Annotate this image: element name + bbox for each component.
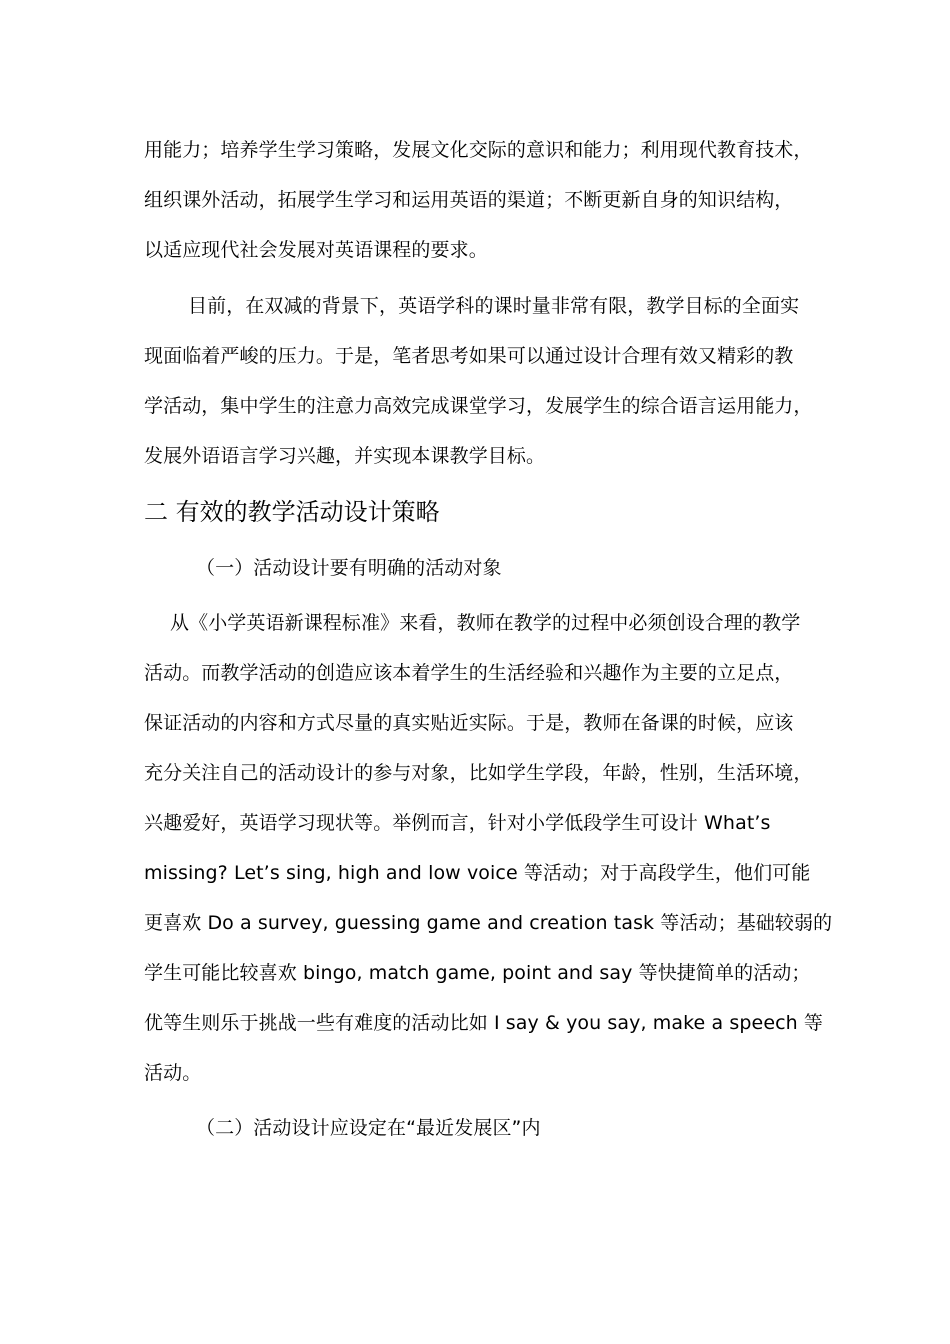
paragraph-line: 活动。: [144, 1062, 202, 1084]
paragraph-line: 从《小学英语新课程标准》来看，教师在教学的过程中必须创设合理的教学: [170, 612, 801, 634]
paragraph-line: 组织课外活动，拓展学生学习和运用英语的渠道；不断更新自身的知识结构，: [144, 189, 794, 211]
paragraph-line: 优等生则乐于挑战一些有难度的活动比如 I say & you say, make a speech 等: [144, 1012, 824, 1034]
paragraph-line: 学活动，集中学生的注意力高效完成课堂学习，发展学生的综合语言运用能力，: [144, 395, 813, 417]
paragraph-line: 更喜欢 Do a survey, guessing game and creation task 等活动；基础较弱的: [144, 912, 833, 934]
paragraph-line: 充分关注自己的活动设计的参与对象，比如学生学段，年龄，性别，生活环境，: [144, 762, 813, 784]
paragraph-line: 以适应现代社会发展对英语课程的要求。: [144, 239, 488, 261]
paragraph-line: 学生可能比较喜欢 bingo, match game, point and say 等快捷简单的活动；: [144, 962, 811, 984]
paragraph-line: 目前，在双减的背景下，英语学科的课时量非常有限，教学目标的全面实: [188, 295, 800, 317]
paragraph-line: 活动。而教学活动的创造应该本着学生的生活经验和兴趣作为主要的立足点，: [144, 662, 794, 684]
subsection-heading: （二）活动设计应设定在“最近发展区”内: [196, 1117, 541, 1139]
section-heading: 二 有效的教学活动设计策略: [144, 498, 440, 526]
paragraph-line: 兴趣爱好，英语学习现状等。举例而言，针对小学低段学生可设计 What’s: [144, 812, 771, 834]
paragraph-line: 发展外语语言学习兴趣，并实现本课教学目标。: [144, 445, 546, 467]
paragraph-line: 用能力；培养学生学习策略，发展文化交际的意识和能力；利用现代教育技术，: [144, 139, 813, 161]
paragraph-line: 现面临着严峻的压力。于是，笔者思考如果可以通过设计合理有效又精彩的教: [144, 345, 794, 367]
paragraph-line: missing? Let’s sing, high and low voice 等活动；对于高段学生，他们可能: [144, 862, 811, 884]
paragraph-line: 保证活动的内容和方式尽量的真实贴近实际。于是，教师在备课的时候，应该: [144, 712, 794, 734]
subsection-heading: （一）活动设计要有明确的活动对象: [196, 557, 502, 579]
